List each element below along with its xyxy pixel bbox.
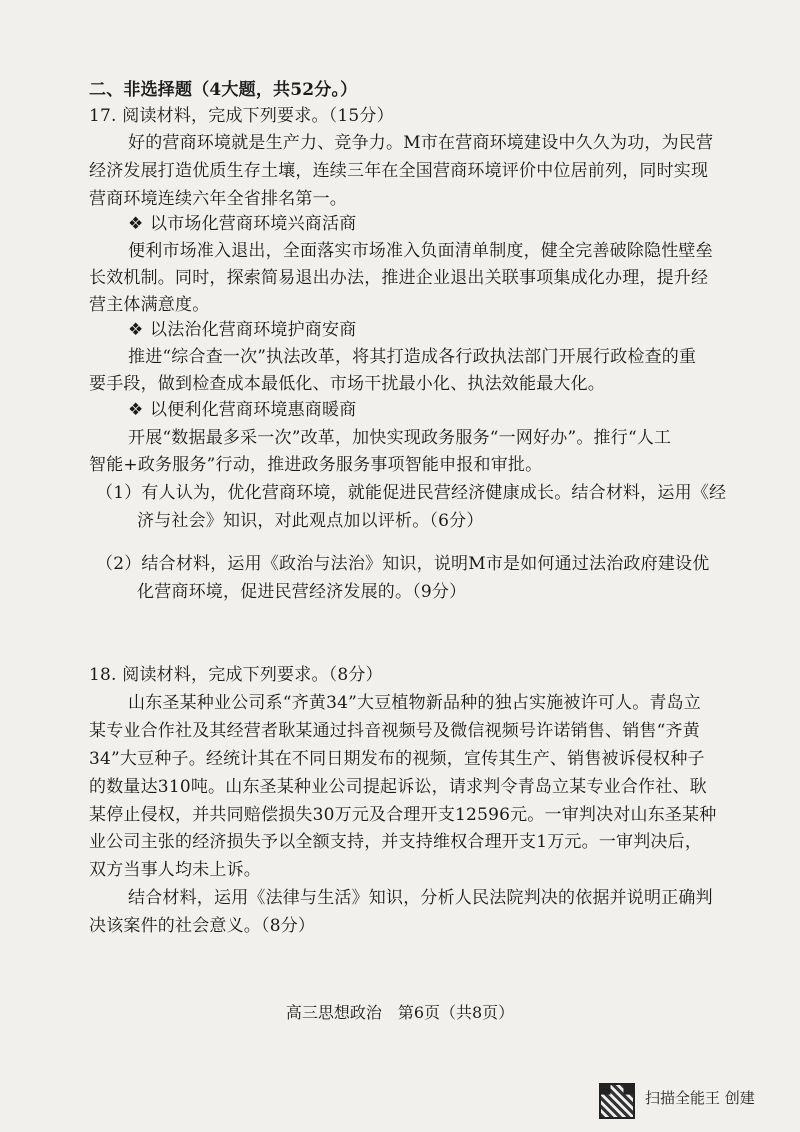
q17-intro-line: 经济发展打造优质生存土壤，连续三年在全国营商环境评价中位居前列，同时实现 [89,161,709,181]
q18-body-line: 某停止侵权，并共同赔偿损失30万元及合理开支12596元。一审判决对山东圣某种 [89,805,717,825]
q17-point3-line: 开展“数据最多采一次”改革，加快实现政务服务“一网好办”。推行“人工 [128,428,672,448]
q18-body-line: 的数量达310吨。山东圣某种业公司提起诉讼，请求判令青岛立某专业合作社、耿 [89,777,707,797]
q17-point1-line: 便利市场准入退出，全面落实市场准入负面清单制度，健全完善破除隐性壁垒 [128,241,713,261]
q18-heading: 18. 阅读材料，完成下列要求。（8分） [89,665,383,685]
q17-point2-line: 要手段，做到检查成本最低化、市场干扰最小化、执法效能最大化。 [89,374,605,394]
q18-body-line: 业公司主张的经济损失予以全额支持，并支持维权合理开支1万元。一审判决后， [89,832,703,852]
q18-body-line: 34”大豆种子。经统计其在不同日期发布的视频，宣传其生产、销售被诉侵权种子 [89,749,705,769]
q18-task-line: 结合材料，运用《法律与生活》知识，分析人民法院判决的依据并说明正确判 [128,888,713,908]
q17-point3-title: ❖ 以便利化营商环境惠商暖商 [128,400,357,420]
q17-point1-title: ❖ 以市场化营商环境兴商活商 [128,214,357,234]
diamond-bullet-icon: ❖ [128,400,144,420]
q17-point1-line: 长效机制。同时，探索简易退出办法，推进企业退出关联事项集成化办理，提升经 [89,268,709,288]
q17-intro-line: 好的营商环境就是生产力、竞争力。M市在营商环境建设中久久为功，为民营 [128,133,714,153]
q17-heading: 17. 阅读材料，完成下列要求。（15分） [89,106,394,126]
q17-point2-title: ❖ 以法治化营商环境护商安商 [128,320,357,340]
q17-sub1-line: 济与社会》知识，对此观点加以评析。（6分） [137,511,484,531]
scanner-watermark: 扫描全能王 创建 [645,1089,755,1107]
q18-body-line: 某专业合作社及其经营者耿某通过抖音视频号及微信视频号许诺销售、销售“齐黄 [89,721,700,741]
q17-sub2-line: 化营商环境，促进民营经济发展的。（9分） [137,582,467,602]
q17-sub1-line: （1）有人认为，优化营商环境，就能促进民营经济健康成长。结合材料，运用《经 [96,483,727,503]
diamond-bullet-icon: ❖ [128,214,144,234]
q18-body-line: 山东圣某种业公司系“齐黄34”大豆植物新品种的独占实施被许可人。青岛立 [128,693,702,713]
q18-body-line: 双方当事人均未上诉。 [89,860,261,880]
q17-point1-line: 营主体满意度。 [89,295,210,315]
page-footer: 高三思想政治 第6页（共8页） [285,1003,515,1022]
q18-task-line: 决该案件的社会意义。（8分） [89,916,316,936]
section-title: 二、非选择题（4大题，共52分。） [89,80,358,100]
q17-intro-line: 营商环境连续六年全省排名第一。 [89,189,347,209]
q17-point3-line: 智能+政务服务”行动，推进政务服务事项智能申报和审批。 [89,455,543,475]
q17-point2-line: 推进“综合查一次”执法改革，将其打造成各行政执法部门开展行政检查的重 [128,347,697,367]
qr-code-icon [599,1083,635,1119]
q17-sub2-line: （2）结合材料，运用《政治与法治》知识，说明M市是如何通过法治政府建设优 [96,554,710,574]
diamond-bullet-icon: ❖ [128,320,144,340]
